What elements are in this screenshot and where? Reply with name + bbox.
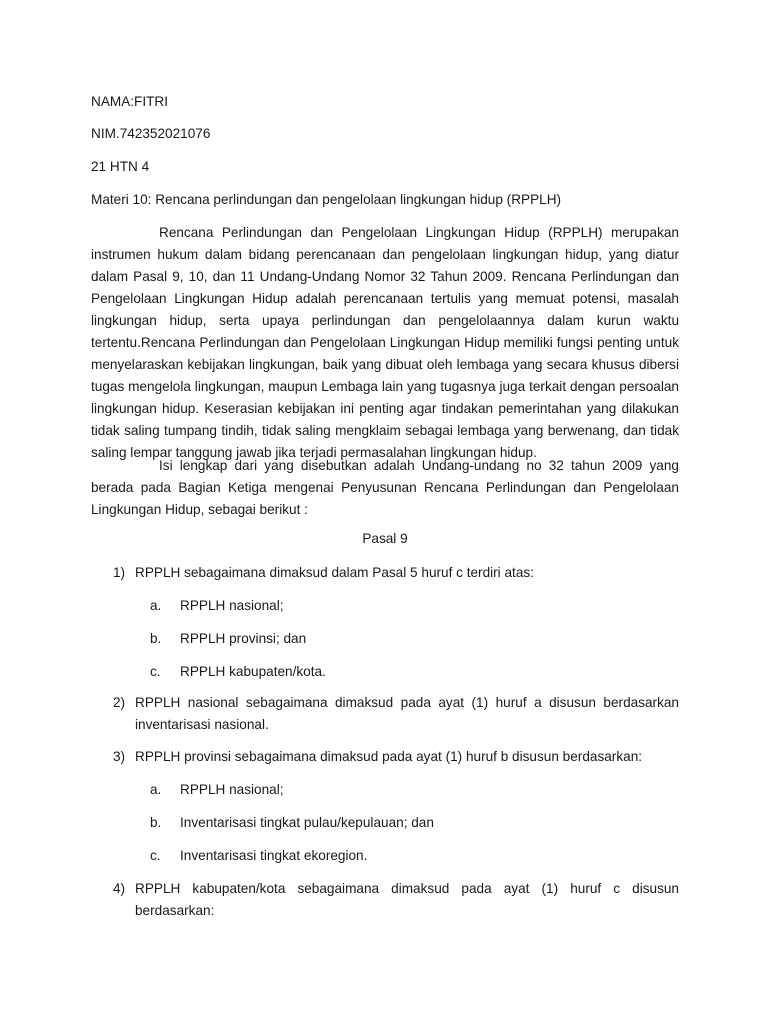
- sub-item: [150, 596, 284, 616]
- student-nim: NIM.742352021076: [91, 126, 211, 141]
- sub-item-letter: b.: [150, 631, 162, 646]
- document-title: Materi 10: Rencana perlindungan dan pengelolaan lingkungan hidup (RPPLH): [91, 192, 562, 207]
- paragraph-intro: Rencana Perlindungan dan Pengelolaan Lingkungan Hidup (RPPLH) merupakan instrumen hukum dalam bidang perencanaan dan pengelolaan lingkungan hidup, yang diatur dalam Pasal 9, 10, dan 11 Undang-Undang Nomor 32 Tahun 2009. Rencana Perlindungan dan Pengelolaan Lingkungan Hidup adalah perencanaan tertulis yang memuat potensi, masalah lingkungan hidup, serta upaya perlindungan dan pengelolaannya dalam kurun waktu tertentu.Rencana Perlindungan dan Pengelolaan Lingkungan Hidup memiliki fungsi penting untuk menyelaraskan kebijakan lingkungan, baik yang dibuat oleh lembaga yang secara khusus dibersi tugas mengelola lingkungan, maupun Lembaga lain yang tugasnya juga terkait dengan persoalan lingkungan hidup. Keserasian kebijakan ini penting agar tindakan pemerintahan yang dilakukan tidak saling tumpang tindih, tidak saling mengklaim sebagai lembaga yang berwenang, dan tidak saling lempar tanggung jawab jika terjadi permasalahan lingkungan hidup.: [91, 225, 679, 460]
- item-text: RPPLH nasional sebagaimana dimaksud pada ayat (1) huruf a disusun berdasarkan inventarisasi nasional.: [135, 695, 679, 732]
- paragraph-context: Isi lengkap dari yang disebutkan adalah Undang-undang no 32 tahun 2009 yang berada pada Bagian Ketiga mengenai Penyusunan Rencana Perlindungan dan Pengelolaan Lingkungan Hidup, sebagai berikut :: [91, 458, 679, 517]
- item-number: 3): [113, 749, 126, 764]
- article-item: [113, 878, 679, 922]
- sub-item-letter: c.: [150, 848, 161, 863]
- item-text: RPPLH sebagaimana dimaksud dalam Pasal 5 huruf c terdiri atas:: [135, 565, 534, 580]
- sub-item-letter: c.: [150, 664, 161, 679]
- sub-item: [150, 846, 367, 866]
- item-text: RPPLH kabupaten/kota sebagaimana dimaksud pada ayat (1) huruf c disusun berdasarkan:: [135, 881, 679, 918]
- sub-item: [150, 629, 306, 649]
- article-item: [113, 692, 679, 736]
- sub-item-text: RPPLH nasional;: [180, 598, 284, 613]
- sub-item-text: Inventarisasi tingkat pulau/kepulauan; dan: [180, 815, 434, 830]
- sub-item-letter: a.: [150, 598, 162, 613]
- sub-item: [150, 780, 284, 800]
- item-text: RPPLH provinsi sebagaimana dimaksud pada ayat (1) huruf b disusun berdasarkan:: [135, 749, 643, 764]
- sub-item: [150, 662, 326, 682]
- sub-item-text: RPPLH provinsi; dan: [180, 631, 307, 646]
- article-item: [113, 562, 679, 584]
- student-name: NAMA:FITRI: [91, 94, 169, 109]
- sub-item-letter: a.: [150, 782, 162, 797]
- item-number: 2): [113, 695, 126, 710]
- sub-item-text: Inventarisasi tingkat ekoregion.: [180, 848, 368, 863]
- item-number: 4): [113, 881, 126, 896]
- item-number: 1): [113, 565, 126, 580]
- student-class: 21 HTN 4: [91, 159, 150, 174]
- sub-item-text: RPPLH kabupaten/kota.: [180, 664, 326, 679]
- sub-item-letter: b.: [150, 815, 162, 830]
- article-item: [113, 746, 679, 768]
- section-heading-pasal-9: Pasal 9: [362, 531, 408, 546]
- sub-item-text: RPPLH nasional;: [180, 782, 284, 797]
- sub-item: [150, 813, 434, 833]
